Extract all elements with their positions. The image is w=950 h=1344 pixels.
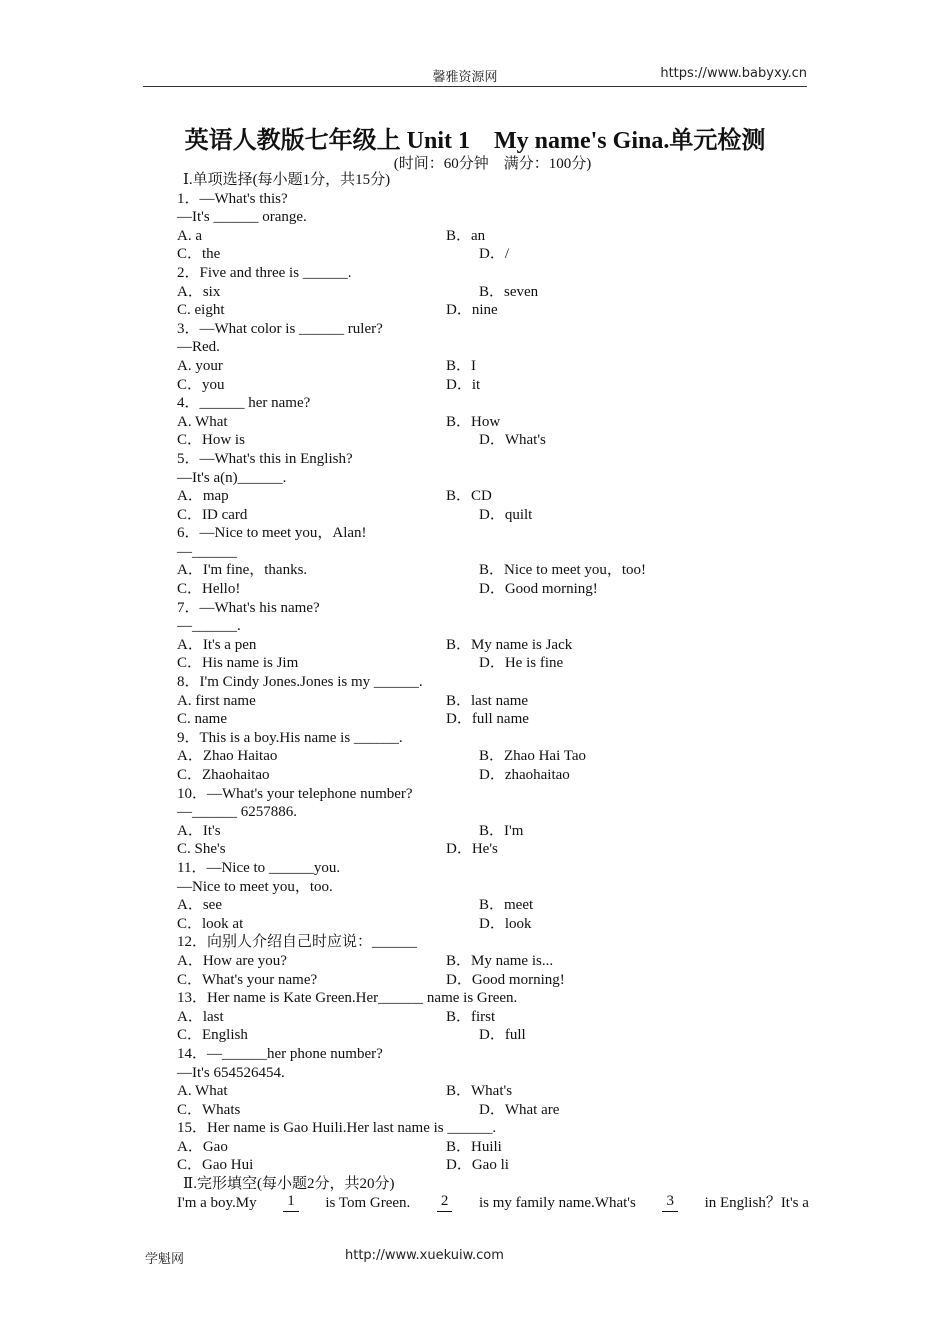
- option-left: C．you: [177, 376, 225, 393]
- option-left: A．map: [177, 488, 229, 505]
- options-row: [177, 301, 809, 320]
- line-text: 5．—What's this in English?: [177, 450, 353, 467]
- question-line: [177, 190, 809, 209]
- option-left: A．It's a pen: [177, 636, 257, 653]
- line-text: —Nice to meet you，too.: [177, 878, 333, 895]
- question-line: [177, 338, 809, 357]
- line-text: 7．—What's his name?: [177, 599, 320, 616]
- line-text: 14．—______her phone number?: [177, 1045, 383, 1062]
- option-left: A. your: [177, 357, 223, 374]
- line-text: 4．______ her name?: [177, 395, 311, 412]
- option-right: D．zhaohaitao: [479, 767, 570, 783]
- line-text: 13．Her name is Kate Green.Her______ name is Green.: [177, 990, 518, 1007]
- question-list: [177, 171, 809, 1212]
- options-row: [177, 840, 809, 859]
- option-left: C．Gao Hui: [177, 1157, 254, 1174]
- line-text: 8．I'm Cindy Jones.Jones is my ______.: [177, 674, 423, 691]
- option-left: C．English: [177, 1027, 248, 1044]
- line-text: —It's 654526454.: [177, 1064, 285, 1081]
- question-line: [177, 933, 809, 952]
- line-text: 3．—What color is ______ ruler?: [177, 320, 383, 337]
- option-left: A．Gao: [177, 1138, 228, 1155]
- line-text: —______ 6257886.: [177, 804, 297, 821]
- cloze-text: in English？It's a: [704, 1194, 809, 1211]
- options-row: [177, 1156, 809, 1175]
- question-line: [177, 450, 809, 469]
- header-divider: [143, 86, 807, 87]
- options-row: [177, 692, 809, 711]
- cloze-text: I'm a boy.My: [177, 1194, 257, 1211]
- option-right: B．seven: [479, 283, 539, 300]
- question-line: [177, 543, 809, 562]
- option-right: B．an: [446, 227, 486, 244]
- option-right: B．Nice to meet you，too!: [479, 562, 647, 579]
- option-left: C．Hello!: [177, 581, 241, 598]
- options-row: [177, 710, 809, 729]
- header-url-link[interactable]: https://www.babyxy.cn: [660, 66, 807, 81]
- option-right: B．CD: [446, 488, 492, 505]
- option-left: A．I'm fine，thanks.: [177, 562, 308, 579]
- option-left: A．last: [177, 1008, 224, 1025]
- option-right: D．full: [479, 1027, 526, 1044]
- question-line: [177, 878, 809, 897]
- options-row: [177, 487, 809, 506]
- line-text: —It's ______ orange.: [177, 209, 307, 226]
- option-left: A. a: [177, 227, 202, 244]
- line-text: 11．—Nice to ______you.: [177, 859, 341, 876]
- options-row: [177, 580, 809, 599]
- cloze-blank-2: 2: [437, 1194, 453, 1213]
- question-line: [177, 1064, 809, 1083]
- cloze-blank-1: 1: [283, 1194, 299, 1213]
- cloze-passage-line: [177, 1194, 809, 1213]
- question-line: [177, 469, 809, 488]
- line-text: 2．Five and three is ______.: [177, 264, 352, 281]
- option-left: A. What: [177, 1083, 228, 1100]
- option-left: A．It's: [177, 822, 221, 839]
- options-row: [177, 1082, 809, 1101]
- question-line: [177, 617, 809, 636]
- question-line: [177, 1045, 809, 1064]
- option-right: B．My name is Jack: [446, 636, 573, 653]
- option-right: D．quilt: [479, 506, 533, 523]
- options-row: [177, 952, 809, 971]
- option-left: C．How is: [177, 432, 245, 449]
- options-row: [177, 431, 809, 450]
- question-line: [177, 859, 809, 878]
- line-text: —______.: [177, 618, 241, 635]
- option-right: B．How: [446, 413, 501, 430]
- line-text: —It's a(n)______.: [177, 469, 287, 486]
- options-row: [177, 822, 809, 841]
- options-row: [177, 506, 809, 525]
- options-row: [177, 245, 809, 264]
- option-left: C. She's: [177, 841, 226, 858]
- question-line: [177, 989, 809, 1008]
- line-text: Ⅰ.单项选择(每小题1分，共15分): [183, 172, 391, 188]
- question-line: [177, 320, 809, 339]
- options-row: [177, 971, 809, 990]
- option-right: D．Gao li: [446, 1157, 509, 1174]
- option-right: B．I'm: [479, 822, 524, 839]
- line-text: 15．Her name is Gao Huili.Her last name is ______.: [177, 1120, 497, 1137]
- option-left: A．Zhao Haitao: [177, 748, 278, 765]
- option-right: D．/: [479, 246, 510, 263]
- option-left: C．Zhaohaitao: [177, 767, 270, 783]
- options-row: [177, 227, 809, 246]
- cloze-text: is Tom Green.: [325, 1194, 411, 1211]
- option-right: D．look: [479, 915, 532, 932]
- option-right: D．it: [446, 376, 481, 393]
- options-row: [177, 561, 809, 580]
- question-line: [177, 208, 809, 227]
- line-text: —______: [177, 543, 237, 560]
- option-right: D．What's: [479, 432, 546, 449]
- option-left: C. eight: [177, 302, 225, 319]
- option-left: A．see: [177, 897, 222, 914]
- question-line: [177, 729, 809, 748]
- option-left: A．six: [177, 283, 221, 300]
- options-row: [177, 1008, 809, 1027]
- option-left: C．His name is Jim: [177, 655, 299, 672]
- question-line: [177, 394, 809, 413]
- option-left: C．the: [177, 246, 221, 263]
- option-left: C．What's your name?: [177, 971, 318, 988]
- option-right: D．He is fine: [479, 655, 564, 672]
- option-left: C．look at: [177, 915, 244, 932]
- option-right: B．Huili: [446, 1138, 502, 1155]
- question-line: [177, 803, 809, 822]
- option-left: A. first name: [177, 692, 256, 709]
- line-text: 1．—What's this?: [177, 190, 288, 207]
- page-title: 英语人教版七年级上 Unit 1 My name's Gina.单元检测: [184, 128, 766, 154]
- question-line: [177, 264, 809, 283]
- option-right: D．Good morning!: [446, 971, 565, 988]
- cloze-blank-3: 3: [662, 1194, 678, 1213]
- header-site-name: 馨雅资源网: [432, 70, 498, 85]
- line-text: 12．向别人介绍自己时应说：______: [177, 934, 418, 951]
- option-left: A. What: [177, 413, 228, 430]
- option-right: B．I: [446, 357, 477, 374]
- section-heading: [183, 171, 815, 190]
- question-line: [177, 524, 809, 543]
- line-text: 9．This is a boy.His name is ______.: [177, 729, 403, 746]
- option-right: B．last name: [446, 692, 529, 709]
- options-row: [177, 1026, 809, 1045]
- option-left: C．Whats: [177, 1101, 241, 1118]
- footer-site-name: 学魁网: [145, 1251, 185, 1266]
- options-row: [177, 747, 809, 766]
- option-right: D．full name: [446, 711, 529, 728]
- line-text: 10．—What's your telephone number?: [177, 785, 413, 802]
- option-right: B．first: [446, 1008, 496, 1025]
- options-row: [177, 1101, 809, 1120]
- section-heading: [183, 1175, 815, 1194]
- options-row: [177, 766, 809, 785]
- line-text: —Red.: [177, 339, 220, 356]
- options-row: [177, 376, 809, 395]
- option-right: B．What's: [446, 1083, 513, 1100]
- option-right: B．Zhao Hai Tao: [479, 748, 586, 765]
- option-right: D．Good morning!: [479, 581, 598, 598]
- option-right: D．He's: [446, 841, 498, 858]
- option-left: A．How are you?: [177, 952, 287, 969]
- option-right: B．meet: [479, 897, 534, 914]
- options-row: [177, 636, 809, 655]
- option-left: C．ID card: [177, 506, 248, 523]
- question-line: [177, 599, 809, 618]
- options-row: [177, 357, 809, 376]
- options-row: [177, 915, 809, 934]
- options-row: [177, 654, 809, 673]
- options-row: [177, 1138, 809, 1157]
- option-right: B．My name is...: [446, 952, 554, 969]
- line-text: Ⅱ.完形填空(每小题2分，共20分): [183, 1176, 395, 1193]
- option-right: D．nine: [446, 302, 498, 319]
- question-line: [177, 785, 809, 804]
- cloze-text: is my family name.What's: [479, 1194, 636, 1211]
- option-right: D．What are: [479, 1101, 560, 1118]
- line-text: 6．—Nice to meet you，Alan!: [177, 525, 367, 542]
- footer-url-link[interactable]: http://www.xuekuiw.com: [345, 1248, 504, 1263]
- exam-info: (时间：60分钟 满分：100分): [393, 156, 592, 172]
- option-left: C. name: [177, 711, 227, 728]
- question-line: [177, 673, 809, 692]
- question-line: [177, 1119, 809, 1138]
- options-row: [177, 283, 809, 302]
- options-row: [177, 413, 809, 432]
- options-row: [177, 896, 809, 915]
